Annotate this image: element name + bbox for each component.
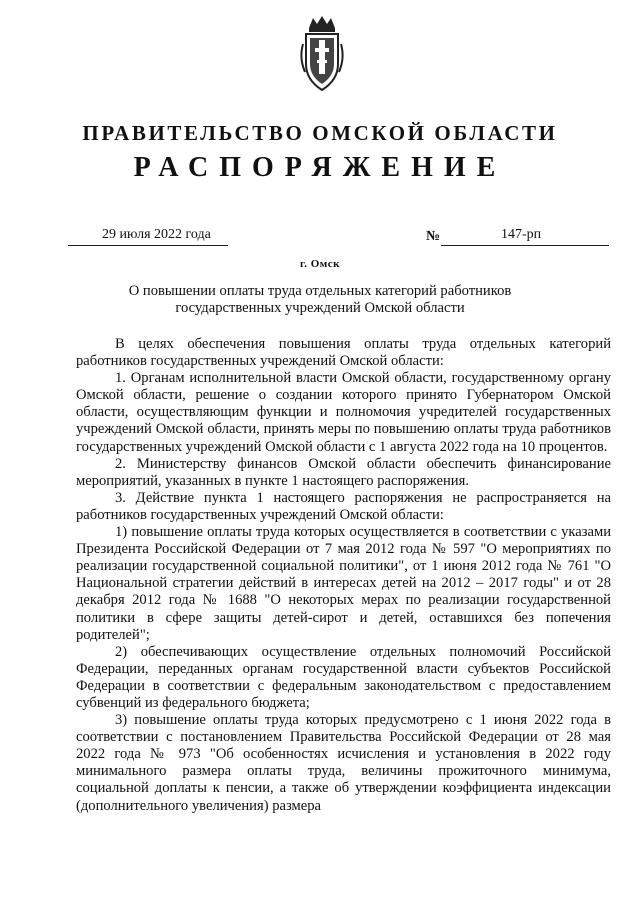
document-body: [76, 336, 611, 815]
paragraph: 1) повышение оплаты труда которых осуществляется в соответствии с указами Президента Российской Федерации от 7 мая 2012 года № 597 "О мероприятиях по реализации государственной социальной политики", от 1 июня 2012 года № 761 "О Национальной стратегии действий в интересах детей на 2012 – 2017 годы" и от 28 декабря 2012 года № 1688 "О некоторых мерах по реализации государственной политики в сфере защиты детей-сирот и детей, оставшихся без попечения родителей";: [76, 524, 611, 643]
paragraph: 2) обеспечивающих осуществление отдельных полномочий Российской Федерации, переданных органам государственной власти субъектов Российской Федерации в соответствии с федеральным законодательством с предоставлением субвенций из федерального бюджета;: [76, 643, 611, 711]
paragraph: 3) повышение оплаты труда которых предусмотрено с 1 июня 2022 года в соответствии с постановлением Правительства Российской Федерации от 28 мая 2022 года № 973 "Об особенностях исчисления и установления в 2022 году минимального размера оплаты труда, величины прожиточного минимума, социальной доплаты к пенсии, а также об утверждении коэффициента индексации (дополнительного увеличения) размера: [76, 712, 611, 814]
organization-title: ПРАВИТЕЛЬСТВО ОМСКОЙ ОБЛАСТИ: [82, 121, 558, 145]
document-date: 29 июля 2022 года: [102, 227, 211, 242]
paragraph: 3. Действие пункта 1 настоящего распоряжения не распространяется на работников государственных учреждений Омской области:: [76, 489, 611, 523]
document-type-title: РАСПОРЯЖЕНИЕ: [133, 152, 507, 183]
paragraph: В целях обеспечения повышения оплаты труда отдельных категорий работников государственных учреждений Омской области:: [76, 336, 611, 370]
omsk-region-coat-of-arms-icon: [297, 14, 347, 94]
date-field: [68, 227, 228, 246]
paragraph: 2. Министерству финансов Омской области обеспечить финансирование мероприятий, указанных в пункте 1 настоящего распоряжения.: [76, 455, 611, 489]
document-number: 147-рп: [501, 227, 542, 242]
city-label: г. Омск: [299, 258, 341, 270]
document-subject: О повышении оплаты труда отдельных категорий работников государственных учреждений Омской области: [128, 283, 512, 316]
number-field: [441, 227, 609, 246]
paragraph: 1. Органам исполнительной власти Омской области, государственному органу Омской области, решение о создании которого принято Губернатором Омской области, осуществляющим функции и полномочия учредителей государственных учреждений Омской области, принять меры по повышению оплаты труда работников государственных учреждений Омской области с 1 августа 2022 года на 10 процентов.: [76, 370, 611, 455]
number-sign: №: [426, 229, 441, 244]
